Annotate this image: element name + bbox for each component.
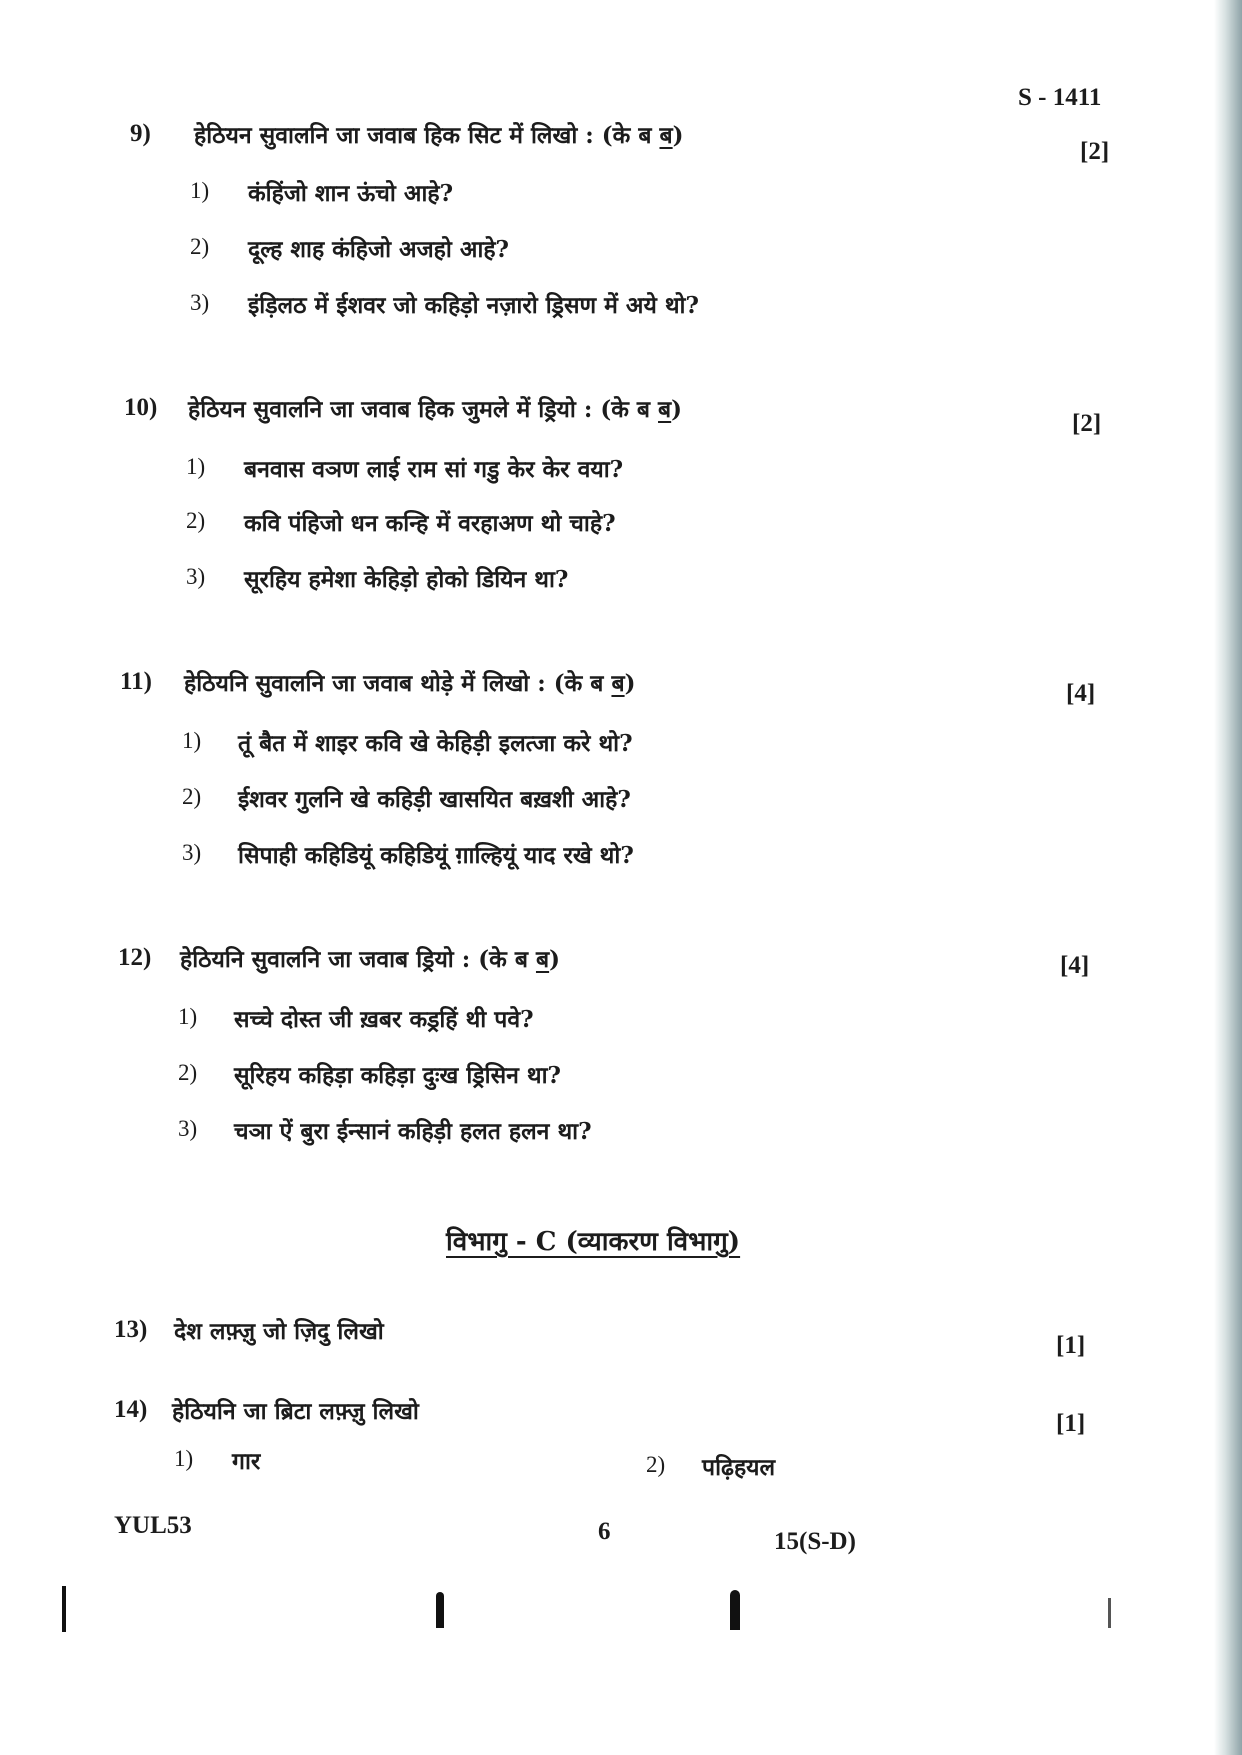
question-number: 11) bbox=[120, 668, 152, 695]
sub-question-number: 3) bbox=[178, 1116, 198, 1141]
sub-question-text: इंड़िलठ में ईशवर जो कहिड़ो नज़ारो ड्रिसण में अये थो? bbox=[248, 292, 699, 319]
sub-question-number: 3) bbox=[186, 564, 206, 589]
sub-question-text: सच्चे दोस्त जी ख़बर कड्रहिं थी पवे? bbox=[234, 1006, 534, 1033]
sub-question-text: कवि पंहिजो धन कन्हि में वरहाअण थो चाहे? bbox=[244, 510, 616, 537]
marks-badge: [2] bbox=[1072, 410, 1102, 437]
section-heading: विभागु - C (व्याकरण विभागु) bbox=[446, 1227, 741, 1257]
question-text: हेठियनि सुवालनि जा जवाब थोड़े में लिखो : (के ब ब) bbox=[184, 670, 636, 697]
scan-artifact bbox=[436, 1592, 444, 1628]
question-text: हेठियन सुवालनि जा जवाब हिक सिट में लिखो : (के ब ब) bbox=[194, 122, 684, 149]
sub-question-number: 1) bbox=[182, 728, 202, 753]
sub-question-text: तूं बैत में शाइर कवि खे केहिड़ी इलत्जा करे थो? bbox=[238, 730, 633, 757]
question-number: 14) bbox=[114, 1396, 148, 1423]
sub-question-text: सिपाही कहिडियूं कहिडियूं ग़ाल्हियूं याद रखे थो? bbox=[238, 842, 634, 869]
sub-question-text: दूल्ह शाह कंहिजो अजहो आहे? bbox=[248, 236, 510, 263]
paper-code: S - 1411 bbox=[1018, 84, 1102, 111]
sub-question-number: 3) bbox=[190, 290, 210, 315]
marks-badge: [2] bbox=[1080, 138, 1110, 165]
marks-badge: [4] bbox=[1060, 952, 1090, 979]
sub-question-number: 2) bbox=[182, 784, 202, 809]
option-text: गार bbox=[232, 1448, 261, 1475]
sub-question-number: 3) bbox=[182, 840, 202, 865]
sub-question-text: ईशवर गुलनि खे कहिड़ी खासयित बख़शी आहे? bbox=[238, 786, 631, 813]
scan-edge-shadow bbox=[1214, 0, 1242, 1755]
question-text: देश लफ़्ज़ु जो ज़िदु लिखो bbox=[174, 1318, 384, 1345]
question-text: हेठियनि जा ब्रिटा लफ़्ज़ु लिखो bbox=[172, 1398, 419, 1425]
sub-question-text: बनवास वञण लाई राम सां गडु केर केर वया? bbox=[244, 456, 624, 483]
sub-question-text: चञा ऐं बुरा ईन्सानं कहिड़ी हलत हलन था? bbox=[234, 1118, 592, 1145]
question-text: हेठियनि सुवालनि जा जवाब ड्रियो : (के ब ब) bbox=[180, 946, 560, 973]
sub-question-number: 1) bbox=[190, 178, 210, 203]
question-number: 13) bbox=[114, 1316, 148, 1343]
option-text: पढ़िहयल bbox=[702, 1454, 776, 1481]
question-number: 12) bbox=[118, 944, 152, 971]
footer-set-code: 15(S-D) bbox=[774, 1528, 856, 1555]
sub-question-number: 2) bbox=[186, 508, 206, 533]
sub-question-number: 2) bbox=[178, 1060, 198, 1085]
question-number: 9) bbox=[130, 120, 151, 147]
question-text: हेठियन सुवालनि जा जवाब हिक जुमले में ड्रियो : (के ब ब) bbox=[188, 396, 683, 423]
scan-artifact bbox=[62, 1586, 66, 1632]
page-number: 6 bbox=[598, 1518, 611, 1545]
sub-question-text: सूरिहय कहिड़ा कहिड़ा दुःख ड्रिसिन था? bbox=[234, 1062, 562, 1089]
marks-badge: [1] bbox=[1056, 1332, 1086, 1359]
marks-badge: [1] bbox=[1056, 1410, 1086, 1437]
option-number: 1) bbox=[174, 1446, 194, 1471]
marks-badge: [4] bbox=[1066, 680, 1096, 707]
sub-question-text: कंहिंजो शान ऊंचो आहे? bbox=[248, 180, 454, 207]
sub-question-text: सूरहिय हमेशा केहिड़ो होको डियिन था? bbox=[244, 566, 569, 593]
sub-question-number: 1) bbox=[186, 454, 206, 479]
question-number: 10) bbox=[124, 394, 158, 421]
sub-question-number: 1) bbox=[178, 1004, 198, 1029]
scan-artifact bbox=[730, 1590, 740, 1630]
scan-artifact bbox=[1108, 1598, 1111, 1628]
footer-subject-code: YUL53 bbox=[114, 1512, 192, 1539]
sub-question-number: 2) bbox=[190, 234, 210, 259]
option-number: 2) bbox=[646, 1452, 666, 1477]
